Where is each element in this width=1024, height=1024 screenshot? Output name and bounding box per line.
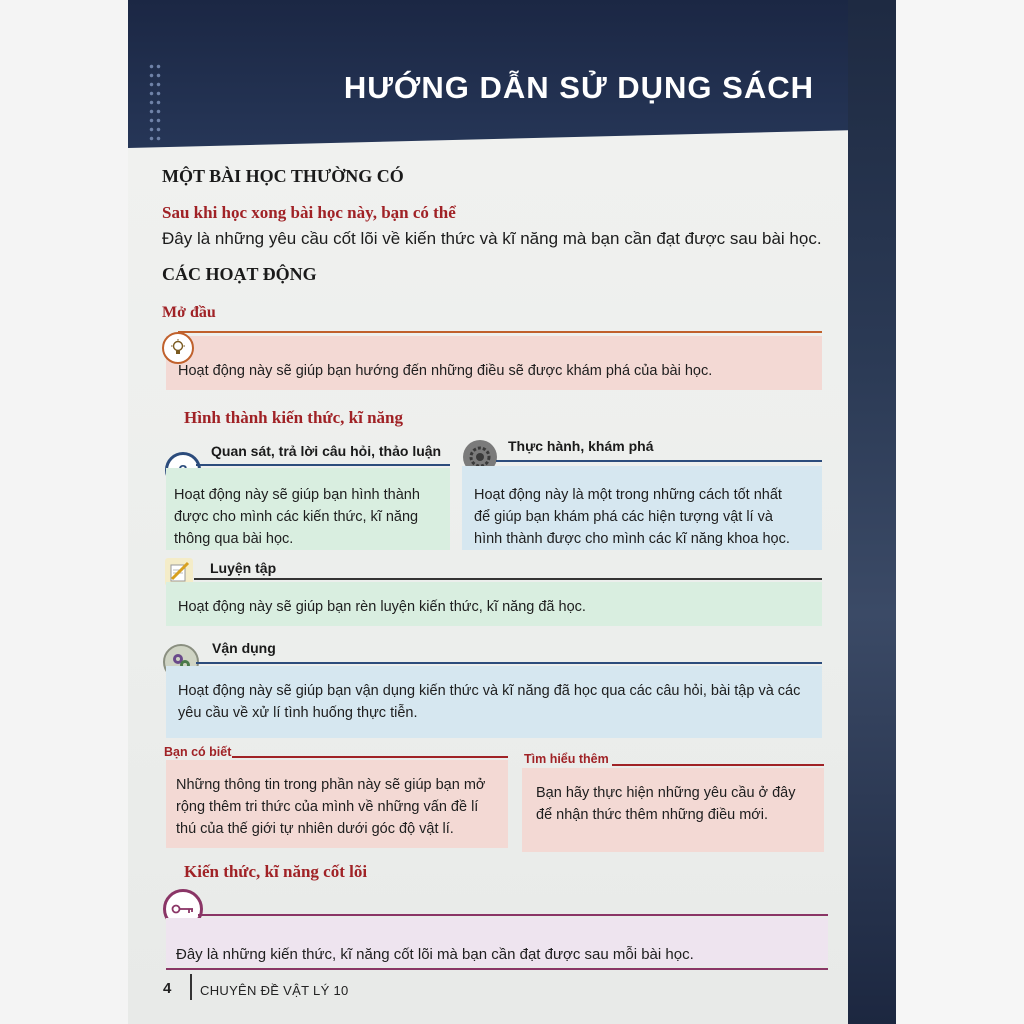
luyen-tap-title: Luyện tập [210, 560, 277, 576]
intro-heading: MỘT BÀI HỌC THƯỜNG CÓ [162, 166, 404, 186]
van-dung-text-line-1: Hoạt động này sẽ giúp bạn vận dụng kiến thức và kĩ năng đã học qua các câu hỏi, bài tập và các [178, 683, 801, 699]
cot-loi-line-top [198, 914, 828, 916]
practice-line [496, 460, 822, 462]
ban-co-biet-box [166, 760, 508, 848]
mo-dau-text: Hoạt động này sẽ giúp bạn hướng đến những điều sẽ được khám phá của bài học. [178, 363, 713, 379]
ban-co-biet-line [232, 756, 508, 758]
activities-heading: CÁC HOẠT ĐỘNG [162, 264, 317, 284]
hinh-thanh-title: Hình thành kiến thức, kĩ năng [184, 408, 404, 427]
background-left [0, 0, 130, 1024]
mo-dau-box [166, 336, 822, 390]
practice-box [462, 466, 822, 550]
page-number: 4 [163, 980, 172, 997]
van-dung-box [166, 666, 822, 738]
tim-hieu-them-line [612, 764, 824, 766]
lightbulb-icon [162, 332, 194, 364]
intro-text: Đây là những yêu cầu cốt lõi về kiến thức và kĩ năng mà bạn cần đạt được sau bài học. [162, 229, 822, 248]
practice-text-line-1: Hoạt động này là một trong những cách tốt nhất [474, 487, 782, 503]
observe-text-line-1: Hoạt động này sẽ giúp bạn hình thành [174, 487, 420, 503]
practice-text-line-3: hình thành được cho mình các kĩ năng khoa học. [474, 531, 790, 547]
luyen-tap-line [194, 578, 822, 580]
mo-dau-line [178, 331, 822, 333]
observe-box [166, 468, 450, 550]
van-dung-title: Vận dụng [212, 640, 276, 656]
ban-co-biet-text-line-3: thú của thế giới tự nhiên dưới góc độ vật lí. [176, 821, 454, 837]
observe-title: Quan sát, trả lời câu hỏi, thảo luận [211, 443, 442, 459]
practice-title: Thực hành, khám phá [508, 438, 654, 454]
van-dung-text-line-2: yêu cầu về xử lí tình huống thực tiễn. [178, 705, 418, 721]
van-dung-line [196, 662, 822, 664]
mo-dau-title: Mở đầu [162, 304, 216, 321]
intro-subheading: Sau khi học xong bài học này, bạn có thể [162, 203, 456, 222]
observe-text-line-3: thông qua bài học. [174, 531, 294, 547]
tim-hieu-them-text-line-1: Bạn hãy thực hiện những yêu cầu ở đây [536, 785, 796, 801]
observe-text-line-2: được cho mình các kiến thức, kĩ năng [174, 509, 419, 525]
tim-hieu-them-title: Tìm hiểu thêm [524, 752, 609, 766]
cot-loi-line-bottom [166, 968, 828, 970]
tim-hieu-them-box [522, 768, 824, 852]
ban-co-biet-title: Bạn có biết [164, 745, 232, 759]
observe-line [196, 464, 450, 466]
tim-hieu-them-text-line-2: để nhận thức thêm những điều mới. [536, 807, 769, 823]
luyen-tap-box [166, 582, 822, 626]
background-right [896, 0, 1024, 1024]
cot-loi-title: Kiến thức, kĩ năng cốt lõi [184, 862, 368, 881]
cot-loi-box [166, 918, 828, 966]
ban-co-biet-text-line-1: Những thông tin trong phần này sẽ giúp bạn mở [176, 777, 486, 793]
practice-text-line-2: để giúp bạn khám phá các hiện tượng vật lí và [474, 509, 773, 525]
decorative-dots [148, 62, 162, 142]
cot-loi-text: Đây là những kiến thức, kĩ năng cốt lõi mà bạn cần đạt được sau mỗi bài học. [176, 946, 694, 963]
footer-divider [190, 974, 192, 1000]
luyen-tap-text: Hoạt động này sẽ giúp bạn rèn luyện kiến thức, kĩ năng đã học. [178, 599, 586, 615]
ban-co-biet-text-line-2: rộng thêm tri thức của mình về những vấn đề lí [176, 799, 479, 815]
book-title: CHUYÊN ĐỀ VẬT LÝ 10 [200, 983, 349, 998]
page-title: HƯỚNG DẪN SỬ DỤNG SÁCH [343, 70, 814, 105]
